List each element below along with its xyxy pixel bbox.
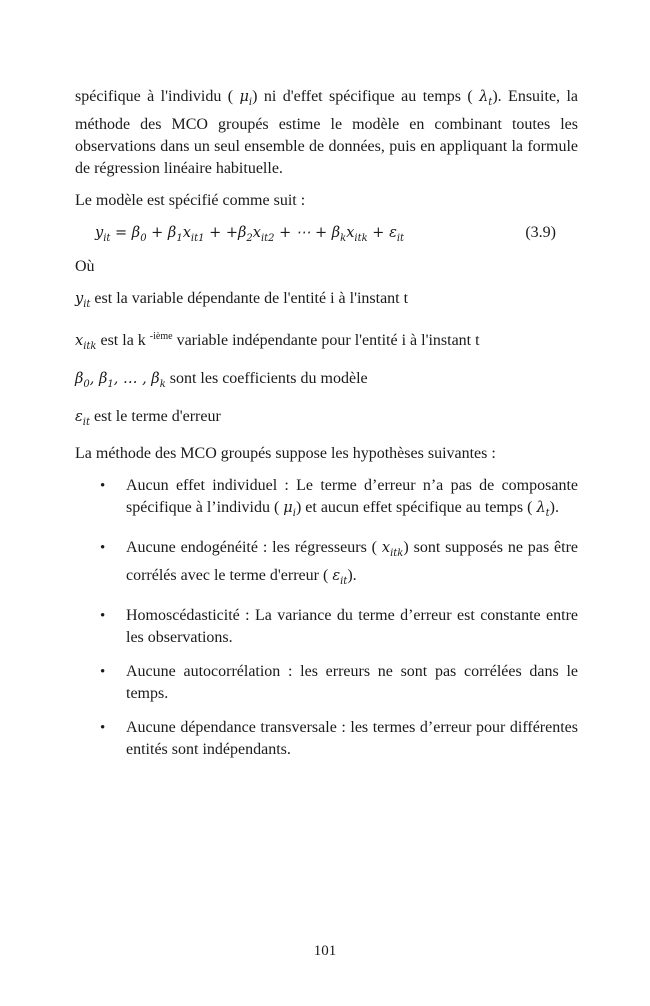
bullet-icon: • bbox=[100, 664, 106, 681]
definition-beta: $\beta_0$, $\beta_1$, … , $\beta_k$ sont les coefficients du modèle bbox=[75, 369, 368, 390]
list-item: • Aucune autocorrélation : les erreurs ne sont pas corrélées dans le temps. bbox=[100, 663, 578, 703]
intro-text-3: ). Ensuite, la méthode des MCO groupés estime le modèle en combinant toutes les observations dans un seul ensemble de données, puis en appliquant la formule de régression linéaire habituelle. bbox=[75, 88, 578, 177]
intro-paragraph bbox=[75, 86, 578, 180]
definition-x: $x_{itk}$ est la k $^{-ième}$ variable indépendante pour l'entité i à l'instant t bbox=[75, 330, 480, 352]
definition-y: $y_{it}$ est la variable dépendante de l'entité i à l'instant t bbox=[75, 289, 409, 310]
page-number: 101 bbox=[313, 943, 337, 959]
y-symbol: $y_{it}$ bbox=[75, 290, 91, 310]
list-item: • Aucune endogénéité : les régresseurs ( $x_{itk}$) sont supposés ne pas être corrélés avec le terme d'erreur ( $\varepsilon_{it}$). bbox=[100, 539, 579, 588]
page-content bbox=[75, 86, 578, 773]
beta-symbols: $\beta_0$, $\beta_1$, … , $\beta_k$ bbox=[75, 370, 166, 390]
where-label: Où bbox=[75, 257, 95, 275]
bullet-icon: • bbox=[100, 720, 106, 737]
intro-text-1: spécifique à l'individu ( bbox=[75, 88, 240, 105]
definition-epsilon: $\varepsilon_{it}$ est le terme d'erreur bbox=[75, 407, 221, 428]
equation-number: (3.9) bbox=[525, 223, 556, 241]
equation-3-9 bbox=[75, 222, 578, 246]
epsilon-symbol: $\varepsilon_{it}$ bbox=[75, 408, 90, 428]
equation-body: $y_{it} = \beta_0 + \beta_1x_{it1} + +\beta_2x_{it2}$ + ⋯ + $\beta_kx_{itk} + \varepsilon_{it}$ bbox=[95, 224, 405, 244]
x-symbol: $x_{itk}$ bbox=[75, 332, 97, 352]
list-item: • Aucun effet individuel : Le terme d’erreur n’a pas de composante spécifique à l’individu ( $\mu_i$) et aucun effet spécifique au temps ( $\lambda_t$). bbox=[100, 477, 578, 520]
model-intro: Le modèle est spécifié comme suit : bbox=[75, 191, 306, 209]
lambda-symbol: $\lambda_t$ bbox=[479, 89, 493, 108]
mu-symbol: $\mu_i$ bbox=[283, 500, 296, 520]
assumptions-intro: La méthode des MCO groupés suppose les hypothèses suivantes : bbox=[75, 445, 496, 463]
bullet-icon: • bbox=[100, 540, 106, 557]
intro-text-2: ) ni d'effet spécifique au temps ( bbox=[252, 88, 480, 105]
lambda-symbol: $\lambda_t$ bbox=[536, 500, 550, 520]
bullet-icon: • bbox=[100, 478, 106, 495]
epsilon-symbol: $\varepsilon_{it}$ bbox=[332, 568, 348, 588]
assumptions-list bbox=[75, 475, 578, 761]
list-item: • Homoscédasticité : La variance du terme d’erreur est constante entre les observations. bbox=[100, 607, 578, 647]
list-item: • Aucune dépendance transversale : les termes d’erreur pour différentes entités sont indépendants. bbox=[100, 719, 578, 759]
x-symbol: $x_{itk}$ bbox=[381, 540, 404, 560]
bullet-icon: • bbox=[100, 608, 106, 625]
mu-symbol: $\mu_i$ bbox=[239, 89, 253, 108]
